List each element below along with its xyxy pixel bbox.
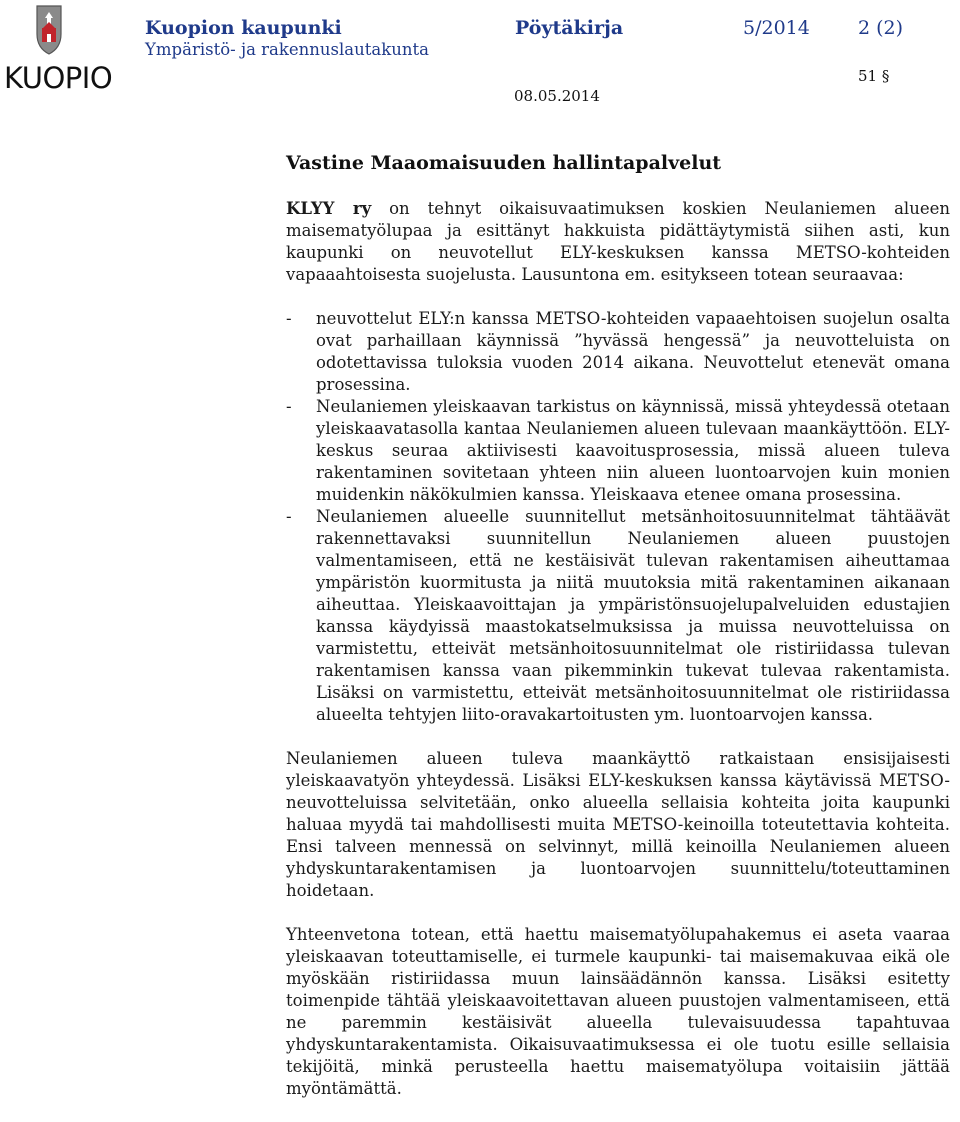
kuopio-logo — [4, 4, 113, 96]
page-number: 2 (2) — [858, 17, 904, 39]
list-dash: - — [286, 397, 292, 416]
document-body — [286, 150, 950, 1122]
statement-list — [286, 308, 950, 726]
list-item-text: Neulaniemen alueelle suunnitellut metsänhoitosuunnitelmat tähtäävät rakennettavaksi suunnitellun Neulaniemen alueen puustojen valmentamiseen, että ne kestäisivät tulevan rakentamisen aiheuttamaa ympäristön kuormitusta ja niitä muutoksia mitä rakentaminen aikanaan aiheuttaa. Yleiskaavoittajan ja ympäristönsuojelupalveluiden edustajien kanssa käydyissä maastokatselmuksissa ja muissa neuvotteluissa on varmistettu, etteivät metsänhoitosuunnitelmat ole ristiriidassa tulevan rakentamisen kanssa vaan pikemminkin tukevat tulevaa rakentamista. Lisäksi on varmistettu, etteivät metsänhoitosuunnitelmat ole ristiriidassa alueelta tehtyjen liito-oravakartoitusten ym. luontoarvojen kanssa. — [316, 507, 950, 724]
document-number: 5/2014 — [743, 17, 810, 39]
list-item-text: Neulaniemen yleiskaavan tarkistus on käynnissä, missä yhteydessä otetaan yleiskaavatasolla kantaa Neulaniemen alueen tulevaan maankäyttöön. ELY-keskus seuraa aktiivisesti kaavoitusprosessia, missä alueen tuleva rakentaminen sovitetaan yhteen niin alueen luontoarvojen kuin monien muidenkin näkökulmien kanssa. Yleiskaava etenee omana prosessina. — [316, 397, 950, 504]
document-type: Pöytäkirja — [515, 17, 624, 39]
page-title: Vastine Maaomaisuuden hallintapalvelut — [286, 152, 722, 174]
list-dash: - — [286, 507, 292, 526]
summary-paragraph: Yhteenvetona totean, että haettu maisematyölupahakemus ei aseta vaaraa yleiskaavan toteuttamiselle, ei turmele kaupunki- tai maisemakuvaa eikä ole myöskään ristiriidassa muun lainsäädännön kanssa. Lisäksi esitetty toimenpide tähtää yleiskaavoitettavan alueen puustojen valmentamiseen, että ne paremmin kestäisivät alueella tulevaisuudessa tapahtuvaa yhdyskuntarakentamista. Oikaisuvaatimuksessa ei ole tuotu esille sellaisia tekijöitä, minkä perusteella haettu maisematyölupa voitaisiin jättää myöntämättä. — [286, 925, 950, 1098]
list-item-text: neuvottelut ELY:n kanssa METSO-kohteiden vapaaehtoisen suojelun osalta ovat parhaillaan käynnissä ”hyvässä hengessä” ja neuvotteluista on odotettavissa tuloksia vuoden 2014 aikana. Neuvottelut etenevät omana prosessina. — [316, 309, 950, 394]
intro-org: KLYY ry — [286, 199, 372, 218]
meeting-date: 08.05.2014 — [514, 87, 600, 105]
logo-wordmark: KUOPIO — [4, 61, 113, 95]
list-dash: - — [286, 309, 292, 328]
list-item — [286, 506, 950, 726]
land-use-paragraph: Neulaniemen alueen tuleva maankäyttö ratkaistaan ensisijaisesti yleiskaavatyön yhteydessä. Lisäksi ELY-keskuksen kanssa käytävissä METSO-neuvotteluissa selvitetään, onko alueella sellaisia kohteita joita kaupunki haluaa myydä tai mahdollisesti muita METSO-keinoilla toteutettavia kohteita. Ensi talveen mennessä on selvinnyt, millä keinoilla Neulaniemen alueen yhdyskuntarakentamisen ja luontoarvojen suunnittelu/toteuttaminen hoidetaan. — [286, 749, 950, 900]
list-item — [286, 396, 950, 506]
list-item — [286, 308, 950, 396]
organization-name: Kuopion kaupunki — [145, 17, 342, 39]
coat-of-arms-icon — [34, 4, 64, 56]
intro-text: on tehnyt oikaisuvaatimuksen koskien Neulaniemen alueen maisematyölupaa ja esittänyt hakkuista pidättäytymistä siihen asti, kun kaupunki on neuvotellut ELY-keskuksen kanssa METSO-kohteiden vapaaahtoisesta suojelusta. Lausuntona em. esitykseen totean seuraavaa: — [286, 199, 950, 284]
section-number: 51 § — [858, 67, 890, 85]
intro-paragraph — [286, 198, 950, 286]
board-name: Ympäristö- ja rakennuslautakunta — [145, 40, 429, 59]
